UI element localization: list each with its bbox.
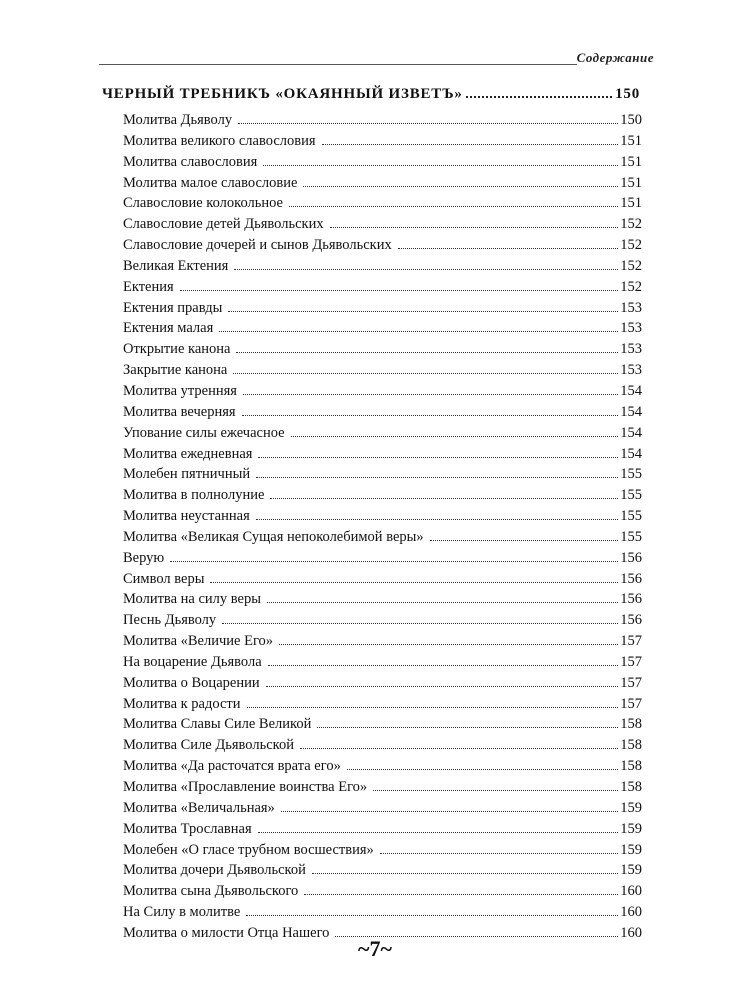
toc-entry: [123, 881, 642, 902]
dot-leader: [180, 290, 619, 291]
toc-entry-page: 152: [620, 257, 642, 274]
dot-leader: [466, 96, 612, 98]
toc-entry-page: 158: [620, 737, 642, 754]
dot-leader: [330, 227, 619, 228]
dot-leader: [281, 811, 618, 812]
toc-entry: [123, 714, 642, 735]
toc-entry: [123, 381, 642, 402]
toc-entry-page: 151: [620, 153, 642, 170]
toc-entry-page: 150: [620, 112, 642, 128]
toc-entry-title: Молебен «О гласе трубном восшествия»: [123, 841, 374, 858]
toc-entry: [123, 840, 642, 861]
toc-entry: [123, 256, 642, 277]
toc-entry-page: 157: [620, 653, 642, 670]
page-number: ~7~: [358, 936, 392, 961]
toc-entry: [123, 214, 642, 235]
toc-entry-title: Ектения: [123, 278, 174, 295]
toc-entry-page: 159: [620, 862, 642, 879]
toc-entry-title: Ектения правды: [123, 299, 223, 316]
dot-leader: [228, 311, 618, 312]
dot-leader: [304, 894, 618, 895]
toc-entry-title: Закрытие канона: [123, 362, 228, 379]
toc-entry-title: Молитва «Прославление воинства Его»: [123, 779, 368, 795]
toc-entry-page: 159: [620, 799, 642, 816]
toc-entry: [123, 902, 642, 923]
toc-entry-page: 153: [620, 341, 642, 358]
toc-entry-title: На Силу в молитве: [123, 904, 241, 921]
toc-entry-page: 156: [620, 591, 642, 608]
dot-leader: [236, 352, 618, 353]
dot-leader: [312, 873, 618, 874]
running-header: Содержание: [576, 50, 654, 65]
table-of-contents: [123, 110, 642, 944]
toc-entry-page: 155: [620, 528, 642, 545]
toc-entry-title: Молитва Силе Дьявольской: [123, 737, 294, 754]
toc-entry-page: 152: [620, 237, 642, 254]
toc-entry: [123, 152, 642, 173]
toc-entry-title: Молитва о Воцарении: [123, 674, 260, 691]
toc-entry-title: Молитва сына Дьявольского: [123, 883, 299, 900]
dot-leader: [430, 540, 619, 541]
toc-entry: [123, 569, 642, 590]
toc-entry: [123, 819, 642, 840]
toc-entry-page: 157: [620, 674, 642, 691]
toc-entry-title: Молитва утренняя: [123, 382, 237, 399]
toc-entry: [123, 694, 642, 715]
toc-entry-page: 155: [620, 508, 642, 525]
toc-entry-title: Молитва дочери Дьявольской: [123, 862, 306, 879]
dot-leader: [303, 186, 618, 187]
toc-entry-title: Молитва неустанная: [123, 508, 250, 525]
toc-entry: [123, 318, 642, 339]
toc-entry-page: 160: [620, 883, 642, 900]
toc-entry-page: 156: [620, 570, 642, 587]
dot-leader: [270, 498, 618, 499]
toc-entry: [123, 548, 642, 569]
toc-entry-title: Молитва малое славословие: [123, 174, 298, 191]
dot-leader: [246, 915, 618, 916]
toc-entry: [123, 444, 642, 465]
toc-entry: [123, 235, 642, 256]
toc-entry-page: 151: [620, 132, 642, 149]
dot-leader: [317, 727, 618, 728]
toc-entry-page: 154: [620, 403, 642, 420]
dot-leader: [291, 436, 619, 437]
toc-entry-title: Славословие детей Дьявольских: [123, 216, 324, 233]
toc-entry: [123, 735, 642, 756]
dot-leader: [238, 123, 618, 124]
toc-entry-title: Молитва к радости: [123, 695, 241, 712]
toc-entry-title: Молитва великого славословия: [123, 132, 316, 149]
toc-entry: [123, 589, 642, 610]
toc-entry: [123, 610, 642, 631]
toc-entry-page: 152: [620, 278, 642, 295]
dot-leader: [256, 519, 619, 520]
toc-entry: [123, 673, 642, 694]
header-rule: [99, 64, 577, 65]
toc-entry-page: 153: [620, 320, 642, 337]
toc-entry-page: 154: [620, 445, 642, 462]
toc-entry-title: Молитва на силу веры: [123, 591, 261, 608]
toc-entry-page: 157: [620, 633, 642, 650]
toc-entry-title: Ектения малая: [123, 320, 214, 337]
dot-leader: [219, 331, 618, 332]
toc-entry: [123, 193, 642, 214]
toc-entry-title: Великая Ектения: [123, 257, 229, 274]
toc-entry-title: На воцарение Дьявола: [123, 653, 262, 670]
toc-entry-page: 154: [620, 382, 642, 399]
dot-leader: [170, 561, 618, 562]
toc-entry-page: 156: [620, 612, 642, 629]
toc-entry-title: Молитва Дьяволу: [123, 112, 233, 128]
dot-leader: [322, 144, 619, 145]
dot-leader: [279, 644, 618, 645]
toc-entry-title: Символ веры: [123, 570, 205, 587]
toc-entry-title: Молитва вечерняя: [123, 403, 236, 420]
toc-entry: [123, 631, 642, 652]
toc-entry-page: 151: [620, 195, 642, 212]
section-title: ЧЕРНЫЙ ТРЕБНИКЪ «ОКАЯННЫЙ ИЗВЕТЪ»: [102, 86, 463, 102]
dot-leader: [347, 769, 618, 770]
toc-entry: [123, 423, 642, 444]
toc-entry-title: Молитва «Великая Сущая непоколебимой веры»: [123, 528, 424, 545]
toc-entry-page: 159: [620, 820, 642, 837]
dot-leader: [398, 248, 619, 249]
toc-entry: [123, 798, 642, 819]
toc-entry-page: 157: [620, 695, 642, 712]
toc-entry: [123, 652, 642, 673]
toc-entry-page: 155: [620, 466, 642, 483]
dot-leader: [373, 790, 618, 791]
dot-leader: [243, 394, 618, 395]
toc-entry-page: 158: [620, 779, 642, 795]
toc-entry: [123, 277, 642, 298]
toc-entry-title: Молитва «Величие Его»: [123, 633, 274, 650]
toc-entry-title: Верую: [123, 549, 165, 566]
toc-entry-title: Песнь Дьяволу: [123, 612, 217, 629]
toc-entry-title: Молитва «Величальная»: [123, 799, 275, 816]
toc-entry-title: Упование силы ежечасное: [123, 424, 285, 441]
toc-entry-title: Славословие колокольное: [123, 195, 283, 212]
toc-entry-page: 158: [620, 758, 642, 775]
toc-entry-title: Молитва ежедневная: [123, 445, 253, 462]
toc-entry-title: Славословие дочерей и сынов Дьявольских: [123, 237, 392, 254]
toc-entry-title: Молебен пятничный: [123, 466, 251, 483]
toc-entry: [123, 527, 642, 548]
toc-entry-title: Открытие канона: [123, 341, 231, 358]
toc-entry: [123, 131, 642, 152]
toc-entry-page: 156: [620, 549, 642, 566]
dot-leader: [256, 477, 618, 478]
toc-entry-page: 155: [620, 487, 642, 504]
toc-entry-title: Молитва в полнолуние: [123, 487, 265, 504]
toc-entry: [123, 756, 642, 777]
dot-leader: [300, 748, 618, 749]
toc-entry: [123, 110, 642, 131]
dot-leader: [258, 457, 618, 458]
toc-entry: [123, 402, 642, 423]
toc-entry-page: 153: [620, 299, 642, 316]
toc-entry-page: 160: [620, 924, 642, 941]
toc-entry-page: 153: [620, 362, 642, 379]
toc-entry-page: 160: [620, 904, 642, 921]
toc-entry-title: Молитва славословия: [123, 153, 258, 170]
dot-leader: [267, 602, 618, 603]
toc-entry-title: Молитва «Да расточатся врата его»: [123, 758, 341, 775]
dot-leader: [210, 582, 618, 583]
dot-leader: [289, 206, 618, 207]
section-heading: [102, 86, 640, 103]
dot-leader: [266, 686, 619, 687]
section-page: 150: [615, 86, 640, 102]
toc-entry-page: 159: [620, 841, 642, 858]
toc-entry: [123, 506, 642, 527]
toc-entry: [123, 339, 642, 360]
dot-leader: [222, 623, 618, 624]
dot-leader: [263, 165, 618, 166]
dot-leader: [234, 269, 618, 270]
toc-entry-title: Молитва о милости Отца Нашего: [123, 924, 330, 941]
toc-entry: [123, 860, 642, 881]
toc-entry: [123, 464, 642, 485]
toc-entry: [123, 777, 642, 798]
toc-entry-page: 151: [620, 174, 642, 191]
toc-entry-title: Молитва Трославная: [123, 820, 252, 837]
dot-leader: [268, 665, 619, 666]
dot-leader: [242, 415, 619, 416]
dot-leader: [233, 373, 618, 374]
toc-entry: [123, 360, 642, 381]
dot-leader: [258, 832, 619, 833]
toc-entry-title: Молитва Славы Силе Великой: [123, 716, 312, 733]
toc-entry-page: 154: [620, 424, 642, 441]
dot-leader: [380, 853, 618, 854]
toc-entry: [123, 173, 642, 194]
dot-leader: [247, 707, 619, 708]
toc-entry: [123, 298, 642, 319]
toc-entry: [123, 485, 642, 506]
toc-entry-page: 152: [620, 216, 642, 233]
toc-entry-page: 158: [620, 716, 642, 733]
